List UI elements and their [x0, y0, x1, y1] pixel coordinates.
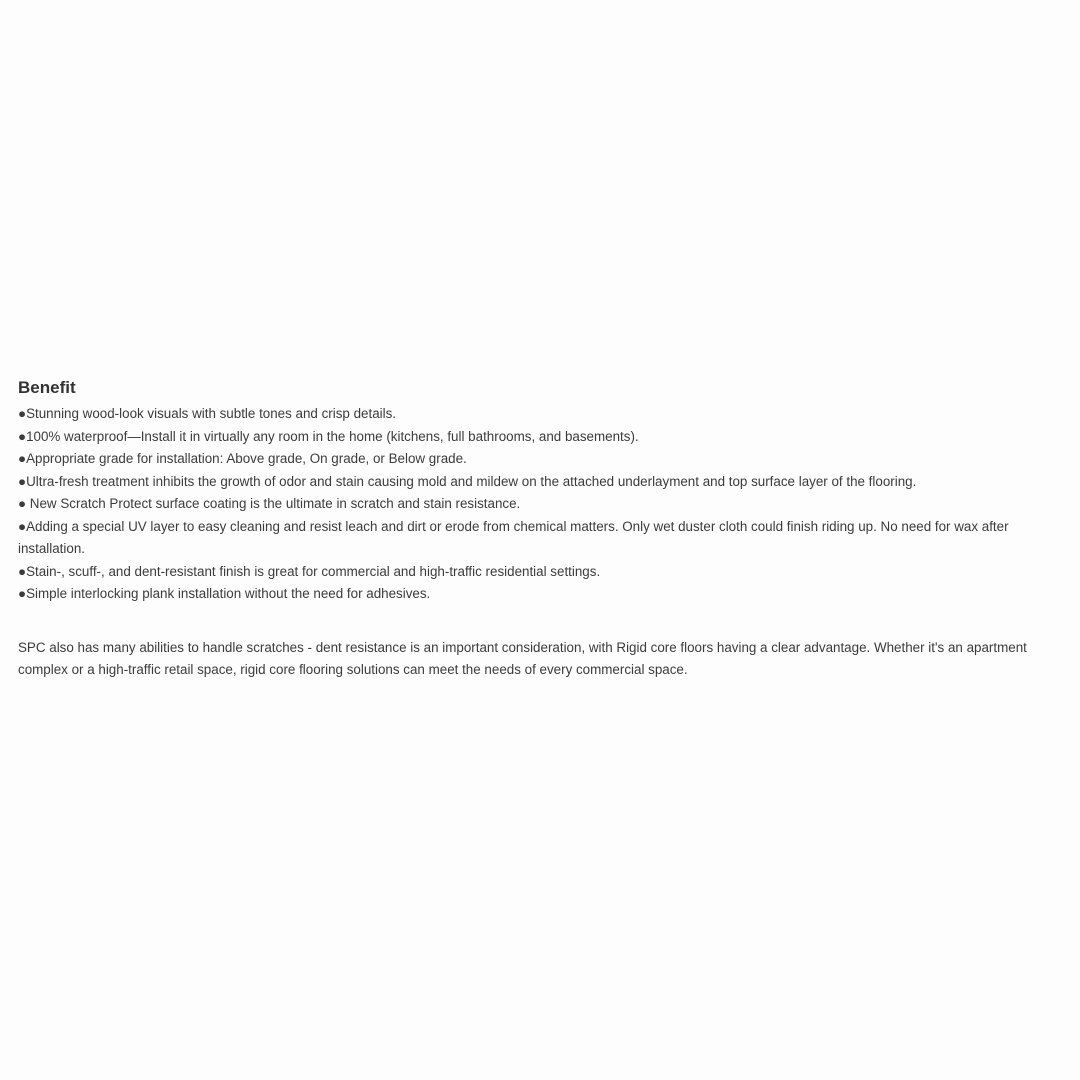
list-item: ●Simple interlocking plank installation without the need for adhesives. — [18, 586, 431, 601]
list-item: ●Adding a special UV layer to easy cleaning and resist leach and dirt or erode from chemical matters. Only wet duster cloth could finish riding up. No need for wax after installation. — [18, 518, 1009, 556]
list-item: ● New Scratch Protect surface coating is the ultimate in scratch and stain resistance. — [18, 496, 521, 511]
benefit-list — [18, 403, 1076, 606]
list-item: ●100% waterproof—Install it in virtually any room in the home (kitchens, full bathrooms, and basements). — [18, 428, 639, 444]
description-paragraph: SPC also has many abilities to handle scratches - dent resistance is an important consideration, with Rigid core floors having a clear advantage. Whether it's an apartment complex or a high-traffic retail space, rigid core flooring solutions can meet the needs of every commercial space. — [18, 639, 1027, 677]
benefit-section — [18, 377, 1076, 682]
section-heading: Benefit — [18, 378, 76, 397]
list-item: ●Appropriate grade for installation: Above grade, On grade, or Below grade. — [18, 451, 467, 466]
list-item: ●Stunning wood-look visuals with subtle tones and crisp details. — [18, 406, 397, 421]
list-item: ●Stain-, scuff-, and dent-resistant finish is great for commercial and high-traffic residential settings. — [18, 563, 601, 579]
list-item: ●Ultra-fresh treatment inhibits the growth of odor and stain causing mold and mildew on the attached underlayment and top surface layer of the flooring. — [18, 473, 917, 489]
